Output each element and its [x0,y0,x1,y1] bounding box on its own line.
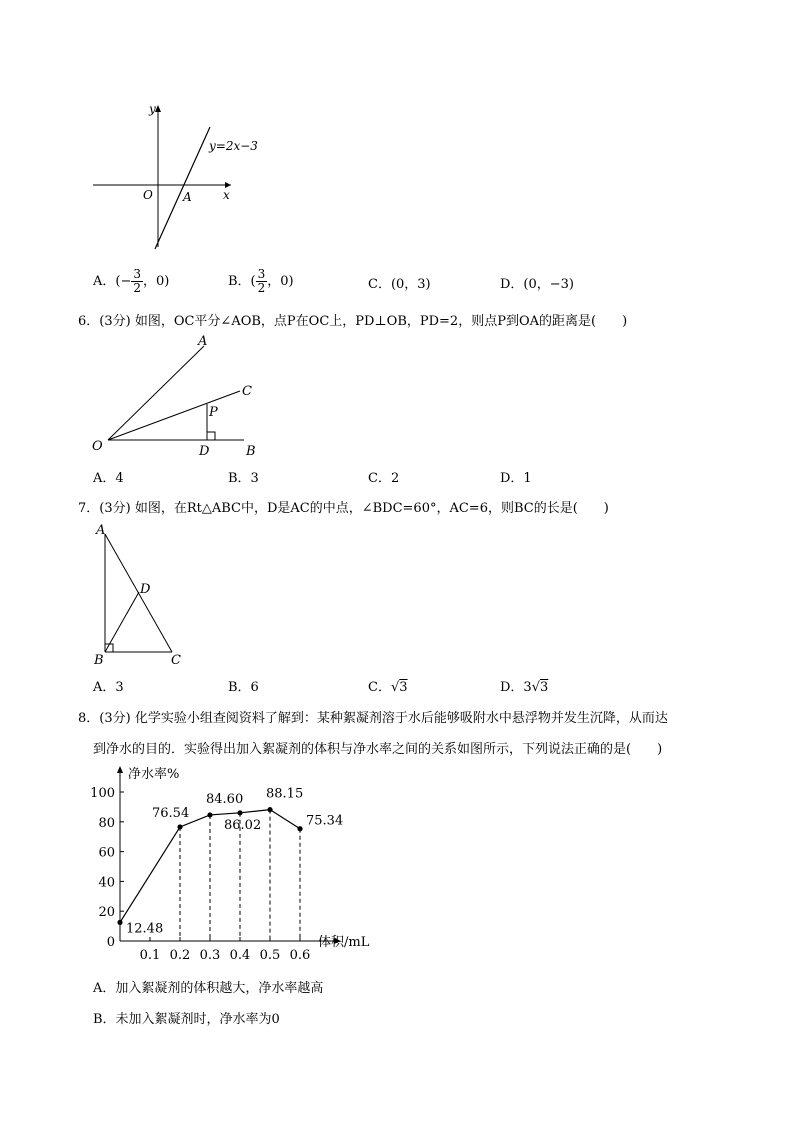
q6-option-d: D．1 [500,471,532,486]
label-d: D [199,444,210,459]
graph-line [155,127,210,249]
label-o: O [92,439,103,454]
y-axis-arrow [117,766,123,773]
label-d: D [140,582,151,597]
y-axis-title: 净水率% [128,767,180,782]
label-a: A [198,334,208,349]
fraction: $\frac{3}{2}$ [257,267,266,295]
q5-graph [85,95,285,255]
q5-option-c: C．(0，3) [368,277,431,292]
y-tick-label: 0 [106,935,115,950]
y-tick-label: 100 [90,786,115,801]
q7-question: 7．(3分) 如图，在Rt△ABC中，D是AC的中点，∠BDC=60°，AC=6，则BC的长是( ) [78,501,609,516]
segment-bd [105,592,139,652]
x-tick-label: 0.1 [139,948,161,963]
q5-option-a: A．(− $\frac{3}{2}$ ，0) [93,267,170,295]
x-axis-title: 体积/mL [318,935,370,950]
data-point [297,826,302,831]
data-label: 88.15 [266,786,304,802]
q7-option-a: A．3 [93,680,124,695]
data-point [237,810,242,815]
q6-option-c: C．2 [368,471,400,486]
q8-option-a: A．加入絮凝剂的体积越大，净水率越高 [93,981,324,996]
data-label: 86.02 [224,817,262,833]
q7-option-d: D．3√3 [500,680,549,695]
label-b: B [94,653,104,668]
q8-option-b: B．未加入絮凝剂时，净水率为0 [93,1012,280,1027]
ray-oc [108,391,240,440]
sqrt-radicand: 3 [540,680,549,695]
label-b: B [246,444,256,459]
data-point [177,824,182,829]
q6-question: 6．(3分) 如图，OC平分∠AOB，点P在OC上，PD⊥OB，PD=2，则点P到OA的距离是( ) [78,314,628,329]
q8-question-line2: 到净水的目的．实验得出加入絮凝剂的体积与净水率之间的关系如图所示，下列说法正确的是( ) [93,742,663,757]
q6-option-a: A．4 [93,471,124,486]
right-angle-mark [207,432,215,440]
data-point [267,807,272,812]
y-axis-arrow [155,105,161,112]
x-tick-label: 0.2 [169,948,191,963]
y-tick-label: 40 [98,875,115,891]
x-tick-label: 0.5 [259,948,281,963]
data-label: 76.54 [152,805,190,821]
y-axis-label: y [149,102,156,116]
data-point [117,920,122,925]
q8-question-line1: 8．(3分) 化学实验小组查阅资料了解到：某种絮凝剂溶于水后能够吸附水中悬浮物并发生沉降，从而达 [78,711,668,726]
q5-option-d: D．(0，−3) [500,277,575,292]
data-label: 75.34 [306,813,344,829]
origin-label: O [143,188,153,202]
q8-chart [88,762,388,968]
q7-option-b: B．6 [228,680,259,695]
fraction: $\frac{3}{2}$ [133,267,141,295]
line-equation-label: y=2x−3 [209,139,258,153]
x-axis-label: x [223,188,230,202]
label-c: C [171,653,181,668]
sqrt-radicand: 3 [399,680,408,695]
q6-option-b: B．3 [228,471,259,486]
point-a-label: A [183,190,192,204]
x-tick-label: 0.3 [199,948,221,963]
label-p: P [209,405,218,420]
x-tick-label: 0.6 [289,948,311,963]
q7-figure [88,520,198,670]
data-label: 84.60 [206,791,244,807]
label-a: A [96,523,106,538]
q5-option-b: B．( $\frac{3}{2}$ ，0) [228,267,294,295]
data-point [207,812,212,817]
q6-figure [88,332,278,462]
y-tick-label: 20 [98,905,115,921]
y-tick-label: 60 [98,845,115,861]
q7-option-c: C．√3 [368,680,408,695]
label-c: C [242,384,252,399]
x-tick-label: 0.4 [229,948,251,963]
ray-oa [108,346,204,440]
y-tick-label: 80 [98,815,115,831]
data-label: 12.48 [126,921,164,937]
